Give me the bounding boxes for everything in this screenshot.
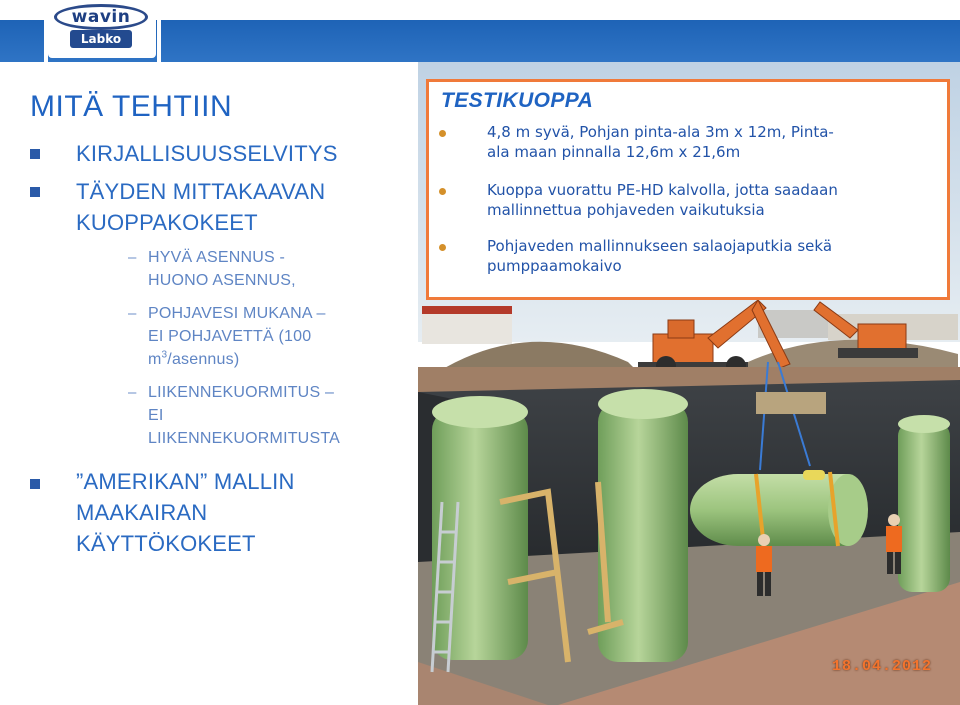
dash-bullet-icon: – [128, 384, 137, 401]
bullet-line: 4,8 m syvä, Pohjan pinta-ala 3m x 12m, Pinta- [487, 123, 834, 141]
square-bullet-icon [30, 187, 40, 197]
sub-list-item-line: HUONO ASENNUS, [148, 272, 296, 289]
logo-main-text: wavin [71, 7, 131, 27]
testikuoppa-title: TESTIKUOPPA [441, 89, 594, 112]
list-item [76, 466, 295, 559]
sub-list-item [148, 246, 296, 292]
round-bullet-icon [439, 130, 446, 137]
left-content-panel [0, 62, 418, 705]
list-item-line: KÄYTTÖKOKEET [76, 531, 256, 556]
dash-bullet-icon: – [128, 305, 137, 322]
sub-list-item-line: LIIKENNEKUORMITUS – [148, 384, 335, 401]
testikuoppa-bullet [487, 122, 942, 162]
list-item-line: TÄYDEN MITTAKAAVAN [76, 179, 326, 204]
dash-bullet-icon: – [128, 249, 137, 266]
round-bullet-icon [439, 244, 446, 251]
header-band [0, 0, 960, 62]
list-item-line: KUOPPAKOKEET [76, 210, 258, 235]
testikuoppa-bullet [487, 180, 942, 220]
company-logo [48, 0, 156, 58]
bullet-line: pumppaamokaivo [487, 257, 622, 275]
sub-list-item-line: POHJAVESI MUKANA – [148, 305, 326, 322]
bullet-line: Kuoppa vuorattu PE-HD kalvolla, jotta saadaan [487, 181, 838, 199]
sub-list-item [148, 302, 326, 371]
testikuoppa-bullet [487, 236, 942, 276]
logo-sub-text: Labko [80, 32, 122, 46]
list-item [76, 138, 338, 169]
unit-text: m [148, 351, 162, 368]
photo-date-stamp: 18.04.2012 [831, 658, 932, 675]
testikuoppa-box [426, 79, 950, 300]
slide-title: MITÄ TEHTIIN [30, 90, 233, 123]
sub-list-item-line [148, 348, 326, 371]
unit-exponent: 3 [161, 349, 168, 361]
header-divider [157, 20, 161, 62]
square-bullet-icon [30, 149, 40, 159]
sub-list-item-line: HYVÄ ASENNUS - [148, 249, 286, 266]
sub-list-item-line: LIIKENNEKUORMITUSTA [148, 430, 340, 447]
wavin-logo [54, 4, 148, 30]
list-item [76, 176, 325, 238]
bullet-line: ala maan pinnalla 12,6m x 21,6m [487, 143, 741, 161]
bullet-line: Pohjaveden mallinnukseen salaojaputkia sekä [487, 237, 833, 255]
sub-list-item-line: EI [148, 407, 164, 424]
sub-list-item-line: EI POHJAVETTÄ (100 [148, 328, 312, 345]
sub-list-item [148, 381, 340, 450]
labko-logo [70, 30, 132, 48]
list-item-line: MAAKAIRAN [76, 500, 208, 525]
round-bullet-icon [439, 188, 446, 195]
list-item-line: ”AMERIKAN” MALLIN [76, 469, 295, 494]
bullet-line: mallinnettua pohjaveden vaikutuksia [487, 201, 765, 219]
unit-suffix-text: /asennus) [167, 351, 240, 368]
square-bullet-icon [30, 479, 40, 489]
list-item-line: KIRJALLISUUSSELVITYS [76, 141, 338, 166]
